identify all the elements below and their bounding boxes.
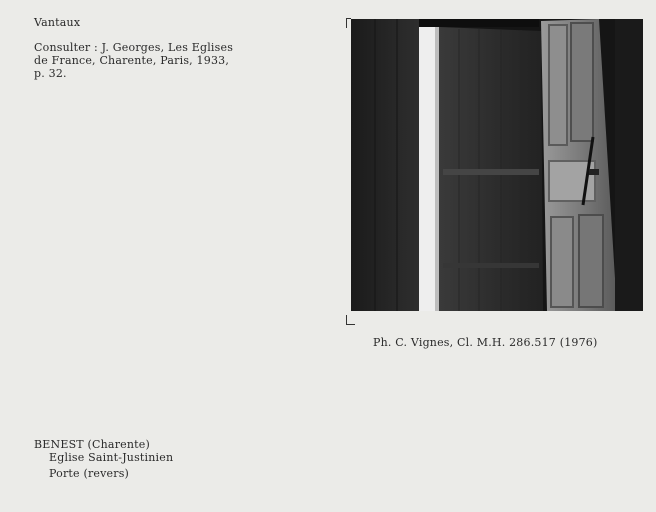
card-header: Vantaux bbox=[34, 16, 81, 29]
corner-mark-top bbox=[346, 18, 347, 28]
reference-line: de France, Charente, Paris, 1933, bbox=[34, 54, 230, 67]
bibliography-reference bbox=[34, 41, 233, 80]
building-label: Eglise Saint-Justinien bbox=[49, 451, 174, 464]
subject-label: Porte (revers) bbox=[49, 467, 130, 480]
photo-credit: Ph. C. Vignes, Cl. M.H. 286.517 (1976) bbox=[373, 336, 598, 349]
reference-line: Consulter : J. Georges, Les Eglises bbox=[34, 41, 234, 54]
door-photograph bbox=[351, 19, 643, 311]
corner-mark-bottom bbox=[346, 324, 355, 325]
reference-line: p. 32. bbox=[34, 67, 67, 80]
commune-label: BENEST (Charente) bbox=[34, 438, 150, 451]
